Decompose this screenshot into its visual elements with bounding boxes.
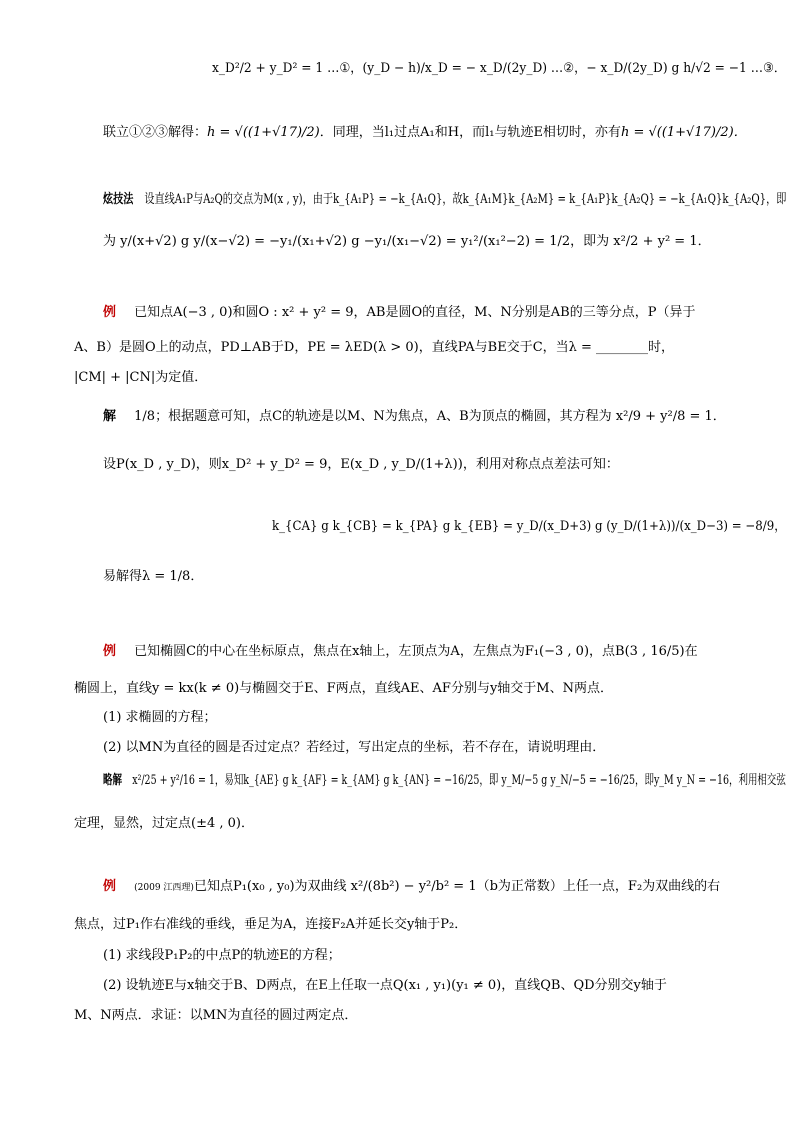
text-joint-solve: 联立①②③解得： [103,125,208,140]
example-3-question-1 [103,949,341,962]
example-1-line-3 [74,371,207,384]
brief-solution-line-2 [74,817,254,830]
equation-line-1 [212,62,786,75]
example-2-question-1 [103,711,217,724]
trick-line-1 [103,193,786,206]
example-1-text-3: |CM| + |CN|为定值． [74,370,208,385]
solution-1-line-3 [272,520,786,533]
brief-solution-label: 略解 [103,773,122,788]
solution-1-line-4 [103,570,203,583]
solution-1-text-2: 设P(x_D , y_D)，则x_D² + y_D² = 9，E(x_D , y_D/(1+λ))，利用对称点点差法可知： [103,457,619,472]
example-2-text-1: 已知椭圆C的中心在坐标原点，焦点在x轴上，左顶点为A，左焦点为F₁(−3 , 0)，点B(3 , 16/5)在 [134,644,698,659]
example-3-question-3 [74,1009,357,1022]
example-3-question-2 [103,979,667,992]
equation-text: x_D²/2 + y_D² = 1 …①，(y_D − h)/x_D = − x_D/(2y_D) …②，− x_D/(2y_D) g h/√2 = −1 …③． [212,61,787,76]
example-1-line-1 [103,306,695,319]
example-2-question-2 [103,741,605,754]
solution-1-text-4: 易解得λ = 1/8． [103,569,204,584]
brief-solution-text-1: x²/25 + y²/16 = 1，易知k_{AE} g k_{AF} = k_{AM} g k_{AN} = −16/25，即 y_M/−5 g y_N/−5 = −16/25，即y_M y_N = −16，利用相交弦 [132,773,786,788]
trick-label: 炫技法 [103,192,134,207]
h-value-1: h = √((1+√17)/2) [207,125,320,140]
example-1-text-1: 已知点A(−3 , 0)和圆O : x² + y² = 9，AB是圆O的直径，M、N分别是AB的三等分点，P（异于 [134,305,696,320]
solution-1-line-1 [103,410,726,423]
example-label: 例 [103,644,117,659]
h-value-2: h = √((1+√17)/2)． [620,125,747,140]
solution-label: 解 [103,409,117,424]
solution-line-joint [103,126,747,139]
example-3-source: (2009 江西理) [134,883,194,893]
solution-1-line-2 [103,458,619,471]
example-3-q2-text: (2) 设轨迹E与x轴交于B、D两点，在E上任取一点Q(x₁ , y₁)(y₁ ≠ 0)，直线QB、QD分别交y轴于 [103,978,667,993]
trick-line-2 [103,235,711,248]
example-2-q1-text: (1) 求椭圆的方程； [103,710,217,725]
example-3-q3-text: M、N两点．求证：以MN为直径的圆过两定点． [74,1008,358,1023]
example-3-line-1 [103,880,720,893]
example-3-line-2 [74,918,467,931]
example-2-line-1 [103,645,698,658]
trick-text-1: 设直线A₁P与A₂Q的交点为M(x , y)，由于k_{A₁P} = −k_{A₁Q}，故k_{A₁M}k_{A₂M} = k_{A₁P}k_{A₂Q} = −k_{A₁Q}k_{A₂Q}，即 [144,192,787,207]
text-similarly: ．同理，当l₁过点A₁和H，而l₁与轨迹E相切时，亦有 [319,125,621,140]
example-label: 例 [103,879,117,894]
example-2-line-2 [74,682,613,695]
example-label: 例 [103,305,117,320]
solution-1-text-1: 1/8；根据题意可知，点C的轨迹是以M、N为焦点，A、B为顶点的椭圆，其方程为 x²/9 + y²/8 = 1． [134,409,726,424]
example-3-text-1: 已知点P₁(x₀ , y₀)为双曲线 x²/(8b²) − y²/b² = 1（b为正常数）上任一点，F₂为双曲线的右 [193,879,721,894]
example-2-q2-text: (2) 以MN为直径的圆是否过定点？若经过，写出定点的坐标，若不存在，请说明理由． [103,740,606,755]
trick-text-2: 为 y/(x+√2) g y/(x−√2) = −y₁/(x₁+√2) g −y₁/(x₁−√2) = y₁²/(x₁²−2) = 1/2，即为 x²/2 + y² = 1． [103,234,711,249]
example-3-text-2: 焦点，过P₁作右准线的垂线，垂足为A，连接F₂A并延长交y轴于P₂． [74,917,468,932]
example-3-q1-text: (1) 求线段P₁P₂的中点P的轨迹E的方程； [103,948,341,963]
brief-solution-line-1 [103,774,786,787]
example-1-line-2 [74,341,674,354]
brief-solution-text-2: 定理，显然，过定点(±4 , 0)． [74,816,254,831]
example-1-text-2: A、B）是圆O上的动点，PD⊥AB于D，PE = λED(λ > 0)，直线PA与BE交于C，当λ = ________时， [74,340,675,355]
solution-1-text-3: k_{CA} g k_{CB} = k_{PA} g k_{EB} = y_D/(x_D+3) g (y_D/(1+λ))/(x_D−3) = −8/9， [272,519,787,534]
example-2-text-2: 椭圆上，直线y = kx(k ≠ 0)与椭圆交于E、F两点，直线AE、AF分别与y轴交于M、N两点． [74,681,613,696]
